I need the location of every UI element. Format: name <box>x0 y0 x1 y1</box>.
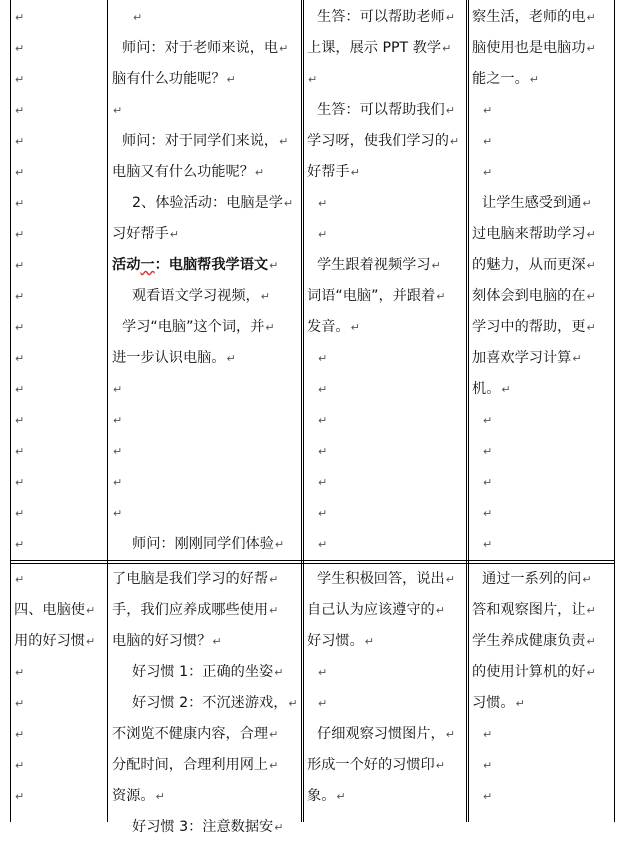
paragraph-mark-icon: ↵ <box>350 166 360 179</box>
line-text: 学生跟着视频学习 <box>317 257 431 273</box>
paragraph-mark-icon: ↵ <box>279 135 289 148</box>
paragraph-mark-icon: ↵ <box>15 759 25 772</box>
line-text: 发音。 <box>307 319 350 335</box>
text-line <box>472 436 613 467</box>
text-line <box>472 529 613 560</box>
text-line <box>14 719 106 750</box>
text-line <box>112 33 300 64</box>
paragraph-mark-icon: ↵ <box>586 321 596 334</box>
line-text: 通过一系列的问 <box>482 571 582 587</box>
line-text: 过电脑来帮助学习 <box>472 226 586 242</box>
paragraph-mark-icon: ↵ <box>113 104 123 117</box>
paragraph-mark-icon: ↵ <box>113 414 123 427</box>
paragraph-mark-icon: ↵ <box>483 135 493 148</box>
line-text: 师问：刚刚同学们体验 <box>132 536 274 552</box>
text-line <box>14 436 104 467</box>
paragraph-mark-icon: ↵ <box>15 321 25 334</box>
text-line <box>14 529 104 560</box>
paragraph-mark-icon: ↵ <box>15 166 25 179</box>
text-line <box>112 750 300 781</box>
text-line <box>472 405 613 436</box>
text-line <box>14 343 104 374</box>
text-line <box>472 374 613 405</box>
line-text: 四、电脑使 <box>14 602 85 618</box>
text-line <box>307 436 465 467</box>
line-text: 词语“电脑”，并跟着 <box>307 288 436 304</box>
text-line <box>307 781 465 812</box>
line-text: 察生活，老师的电 <box>472 9 586 25</box>
paragraph-mark-icon: ↵ <box>288 697 298 710</box>
line-text: 电脑又有什么功能呢？ <box>112 164 254 180</box>
column-divider-2b <box>303 0 304 822</box>
text-line <box>472 250 613 281</box>
line-text: 刻体会到电脑的在 <box>472 288 586 304</box>
paragraph-mark-icon: ↵ <box>435 759 445 772</box>
paragraph-mark-icon: ↵ <box>483 759 493 772</box>
text-line <box>307 750 465 781</box>
text-line <box>307 626 465 657</box>
text-line <box>472 781 613 812</box>
paragraph-mark-icon: ↵ <box>15 228 25 241</box>
line-text: 分配时间，合理利用网上 <box>112 757 269 773</box>
text-line <box>307 2 465 33</box>
text-line <box>307 467 465 498</box>
row2-section-title-cell <box>14 564 106 812</box>
text-line <box>472 595 613 626</box>
paragraph-mark-icon: ↵ <box>364 635 374 648</box>
row2-student-activity-cell <box>307 564 465 812</box>
paragraph-mark-icon: ↵ <box>15 573 25 586</box>
text-line <box>112 374 300 405</box>
paragraph-mark-icon: ↵ <box>15 197 25 210</box>
text-line <box>14 626 106 657</box>
text-line <box>14 564 106 595</box>
paragraph-mark-icon: ↵ <box>445 104 455 117</box>
text-line <box>472 564 613 595</box>
line-text: 活动一：电脑帮我学语文 <box>112 257 269 273</box>
text-line <box>112 688 300 719</box>
text-line <box>307 595 465 626</box>
line-text: 生答：可以帮助我们 <box>317 102 445 118</box>
text-line <box>112 64 300 95</box>
paragraph-mark-icon: ↵ <box>582 197 592 210</box>
paragraph-mark-icon: ↵ <box>155 790 165 803</box>
paragraph-mark-icon: ↵ <box>15 290 25 303</box>
text-line <box>112 781 300 812</box>
line-text: 学习呀，使我们学习的 <box>307 133 449 149</box>
text-line <box>14 219 104 250</box>
text-line <box>472 219 613 250</box>
paragraph-mark-icon: ↵ <box>269 259 279 272</box>
line-text: 脑使用也是电脑功 <box>472 40 586 56</box>
paragraph-mark-icon: ↵ <box>586 635 596 648</box>
text-line <box>307 657 465 688</box>
text-line <box>472 188 613 219</box>
paragraph-mark-icon: ↵ <box>133 11 143 24</box>
text-line <box>112 250 300 281</box>
line-text: 自己认为应该遵守的 <box>307 602 435 618</box>
table-border-left <box>10 0 11 822</box>
line-text: 仔细观察习惯图片， <box>317 726 445 742</box>
paragraph-mark-icon: ↵ <box>501 383 511 396</box>
text-line <box>307 498 465 529</box>
column-divider-3 <box>466 0 467 822</box>
line-text: 上课，展示 PPT 教学 <box>307 40 442 56</box>
paragraph-mark-icon: ↵ <box>318 697 328 710</box>
text-line <box>307 95 465 126</box>
paragraph-mark-icon: ↵ <box>269 759 279 772</box>
text-line <box>472 688 613 719</box>
paragraph-mark-icon: ↵ <box>318 666 328 679</box>
line-text: 脑有什么功能呢？ <box>112 71 226 87</box>
text-line <box>307 219 465 250</box>
paragraph-mark-icon: ↵ <box>15 259 25 272</box>
text-line <box>14 312 104 343</box>
paragraph-mark-icon: ↵ <box>274 821 284 834</box>
text-line <box>112 343 300 374</box>
line-text: 象。 <box>307 788 336 804</box>
paragraph-mark-icon: ↵ <box>572 352 582 365</box>
paragraph-mark-icon: ↵ <box>226 73 236 86</box>
text-line <box>307 405 465 436</box>
line-text: 师问：对于老师来说，电 <box>122 40 279 56</box>
text-line <box>112 529 300 560</box>
line-text: 学习“电脑”这个词，并 <box>122 319 265 335</box>
text-line <box>472 719 613 750</box>
paragraph-mark-icon: ↵ <box>254 166 265 179</box>
paragraph-mark-icon: ↵ <box>586 290 596 303</box>
paragraph-mark-icon: ↵ <box>529 73 539 86</box>
paragraph-mark-icon: ↵ <box>15 42 25 55</box>
row2-teacher-activity-cell <box>112 564 300 843</box>
row1-teacher-activity-cell <box>112 2 300 560</box>
text-line <box>307 688 465 719</box>
text-line <box>112 498 300 529</box>
paragraph-mark-icon: ↵ <box>449 135 460 148</box>
paragraph-mark-icon: ↵ <box>269 573 279 586</box>
line-text: 2、体验活动：电脑是学 <box>132 195 283 211</box>
text-line <box>307 374 465 405</box>
paragraph-mark-icon: ↵ <box>586 259 596 272</box>
text-line <box>307 33 465 64</box>
text-line <box>14 64 104 95</box>
text-line <box>307 719 465 750</box>
paragraph-mark-icon: ↵ <box>515 697 525 710</box>
paragraph-mark-icon: ↵ <box>483 728 493 741</box>
paragraph-mark-icon: ↵ <box>318 352 328 365</box>
paragraph-mark-icon: ↵ <box>483 476 493 489</box>
paragraph-mark-icon: ↵ <box>318 507 328 520</box>
text-line <box>472 750 613 781</box>
text-line <box>14 467 104 498</box>
paragraph-mark-icon: ↵ <box>15 445 25 458</box>
text-line <box>472 64 613 95</box>
column-divider-3b <box>468 0 469 822</box>
text-line <box>472 312 613 343</box>
text-line <box>14 498 104 529</box>
paragraph-mark-icon: ↵ <box>318 414 328 427</box>
paragraph-mark-icon: ↵ <box>212 635 222 648</box>
line-text: 用的好习惯 <box>14 633 85 649</box>
paragraph-mark-icon: ↵ <box>350 321 360 334</box>
text-line <box>472 281 613 312</box>
paragraph-mark-icon: ↵ <box>318 383 328 396</box>
line-text: 师问：对于同学们来说， <box>122 133 279 149</box>
text-line <box>307 343 465 374</box>
paragraph-mark-icon: ↵ <box>15 728 25 741</box>
line-text: 加喜欢学习计算 <box>472 350 572 366</box>
line-text: 习好帮手 <box>112 226 169 242</box>
text-line <box>307 312 465 343</box>
paragraph-mark-icon: ↵ <box>336 790 346 803</box>
paragraph-mark-icon: ↵ <box>586 604 596 617</box>
text-line <box>112 219 300 250</box>
paragraph-mark-icon: ↵ <box>15 352 25 365</box>
paragraph-mark-icon: ↵ <box>318 228 328 241</box>
paragraph-mark-icon: ↵ <box>15 73 25 86</box>
text-line <box>14 95 104 126</box>
line-text: 好习惯 2：不沉迷游戏， <box>132 695 288 711</box>
line-text: 了电脑是我们学习的好帮 <box>112 571 269 587</box>
line-text: 习惯。 <box>472 695 515 711</box>
row1-design-intent-cell <box>472 2 613 560</box>
text-line <box>472 657 613 688</box>
paragraph-mark-icon: ↵ <box>483 538 493 551</box>
line-text: 好习惯 3：注意数据安 <box>132 819 274 835</box>
line-text: 进一步认识电脑。 <box>112 350 226 366</box>
line-text: 的使用计算机的好 <box>472 664 586 680</box>
paragraph-mark-icon: ↵ <box>445 728 455 741</box>
paragraph-mark-icon: ↵ <box>15 414 25 427</box>
paragraph-mark-icon: ↵ <box>483 414 493 427</box>
text-line <box>472 33 613 64</box>
line-text: 学生积极回答，说出 <box>317 571 445 587</box>
text-line <box>112 467 300 498</box>
line-text: 观看语文学习视频， <box>132 288 260 304</box>
line-text: 手，我们应养成哪些使用 <box>112 602 269 618</box>
paragraph-mark-icon: ↵ <box>279 42 289 55</box>
text-line <box>472 467 613 498</box>
paragraph-mark-icon: ↵ <box>85 604 96 617</box>
paragraph-mark-icon: ↵ <box>483 166 493 179</box>
paragraph-mark-icon: ↵ <box>15 538 25 551</box>
text-line <box>14 157 104 188</box>
text-line <box>14 250 104 281</box>
paragraph-mark-icon: ↵ <box>586 11 596 24</box>
line-text: 能之一。 <box>472 71 529 87</box>
paragraph-mark-icon: ↵ <box>15 104 25 117</box>
line-text: 生答：可以帮助老师 <box>317 9 445 25</box>
paragraph-mark-icon: ↵ <box>15 697 25 710</box>
text-line <box>472 95 613 126</box>
text-line <box>14 595 106 626</box>
text-line <box>14 688 106 719</box>
row1-col1-cell <box>14 2 104 560</box>
paragraph-mark-icon: ↵ <box>274 666 284 679</box>
text-line <box>112 595 300 626</box>
text-line <box>14 781 106 812</box>
paragraph-mark-icon: ↵ <box>113 383 123 396</box>
text-line <box>14 750 106 781</box>
text-line <box>307 157 465 188</box>
paragraph-mark-icon: ↵ <box>85 635 96 648</box>
paragraph-mark-icon: ↵ <box>318 538 328 551</box>
line-text: 让学生感受到通 <box>482 195 582 211</box>
text-line <box>112 719 300 750</box>
line-text: 好习惯 1：正确的坐姿 <box>132 664 274 680</box>
text-line <box>472 626 613 657</box>
text-line <box>307 281 465 312</box>
paragraph-mark-icon: ↵ <box>15 11 25 24</box>
paragraph-mark-icon: ↵ <box>445 11 455 24</box>
paragraph-mark-icon: ↵ <box>483 507 493 520</box>
text-line <box>307 126 465 157</box>
line-text: 好习惯。 <box>307 633 364 649</box>
text-line <box>14 2 104 33</box>
paragraph-mark-icon: ↵ <box>308 73 318 86</box>
paragraph-mark-icon: ↵ <box>483 790 493 803</box>
text-line <box>112 95 300 126</box>
row2-design-intent-cell <box>472 564 613 812</box>
paragraph-mark-icon: ↵ <box>15 507 25 520</box>
paragraph-mark-icon: ↵ <box>274 538 285 551</box>
text-line <box>307 564 465 595</box>
row-divider <box>10 560 615 561</box>
text-line <box>14 188 104 219</box>
text-line <box>14 33 104 64</box>
text-line <box>112 126 300 157</box>
line-text: 电脑的好习惯？ <box>112 633 212 649</box>
text-line <box>112 812 300 843</box>
paragraph-mark-icon: ↵ <box>483 104 493 117</box>
paragraph-mark-icon: ↵ <box>15 383 25 396</box>
line-text: 不浏览不健康内容，合理 <box>112 726 269 742</box>
text-line <box>14 374 104 405</box>
line-text: 学习中的帮助，更 <box>472 319 586 335</box>
paragraph-mark-icon: ↵ <box>586 228 596 241</box>
paragraph-mark-icon: ↵ <box>15 135 25 148</box>
line-text: 机。 <box>472 381 501 397</box>
text-line <box>472 498 613 529</box>
paragraph-mark-icon: ↵ <box>436 290 446 303</box>
text-line <box>307 188 465 219</box>
text-line <box>112 312 300 343</box>
paragraph-mark-icon: ↵ <box>318 445 328 458</box>
paragraph-mark-icon: ↵ <box>269 728 279 741</box>
table-border-right <box>614 0 615 822</box>
paragraph-mark-icon: ↵ <box>582 573 592 586</box>
paragraph-mark-icon: ↵ <box>283 197 294 210</box>
paragraph-mark-icon: ↵ <box>113 476 123 489</box>
paragraph-mark-icon: ↵ <box>586 666 596 679</box>
paragraph-mark-icon: ↵ <box>226 352 236 365</box>
text-line <box>472 2 613 33</box>
paragraph-mark-icon: ↵ <box>15 790 25 803</box>
paragraph-mark-icon: ↵ <box>431 259 441 272</box>
text-line <box>112 626 300 657</box>
paragraph-mark-icon: ↵ <box>483 445 493 458</box>
paragraph-mark-icon: ↵ <box>445 573 455 586</box>
paragraph-mark-icon: ↵ <box>15 666 25 679</box>
paragraph-mark-icon: ↵ <box>265 321 275 334</box>
paragraph-mark-icon: ↵ <box>442 42 452 55</box>
column-divider-1 <box>107 0 108 822</box>
text-line <box>14 405 104 436</box>
text-line <box>472 157 613 188</box>
line-text: 好帮手 <box>307 164 350 180</box>
text-line <box>472 126 613 157</box>
text-line <box>112 436 300 467</box>
paragraph-mark-icon: ↵ <box>113 507 123 520</box>
paragraph-mark-icon: ↵ <box>318 476 328 489</box>
line-text: 资源。 <box>112 788 155 804</box>
column-divider-2 <box>301 0 302 822</box>
text-line <box>112 157 300 188</box>
row1-student-activity-cell <box>307 2 465 560</box>
paragraph-mark-icon: ↵ <box>113 445 123 458</box>
line-text: 答和观察图片，让 <box>472 602 586 618</box>
paragraph-mark-icon: ↵ <box>169 228 179 241</box>
paragraph-mark-icon: ↵ <box>269 604 279 617</box>
paragraph-mark-icon: ↵ <box>15 476 25 489</box>
text-line <box>14 281 104 312</box>
text-line <box>112 2 300 33</box>
text-line <box>307 250 465 281</box>
paragraph-mark-icon: ↵ <box>586 42 596 55</box>
line-text: 的魅力，从而更深 <box>472 257 586 273</box>
line-text: 形成一个好的习惯印 <box>307 757 435 773</box>
text-line <box>307 529 465 560</box>
paragraph-mark-icon: ↵ <box>318 197 328 210</box>
text-line <box>112 657 300 688</box>
paragraph-mark-icon: ↵ <box>260 290 270 303</box>
text-line <box>112 188 300 219</box>
text-line <box>112 564 300 595</box>
paragraph-mark-icon: ↵ <box>435 604 445 617</box>
text-line <box>112 405 300 436</box>
text-line <box>14 657 106 688</box>
text-line <box>307 64 465 95</box>
line-text: 学生养成健康负责 <box>472 633 586 649</box>
text-line <box>112 281 300 312</box>
text-line <box>472 343 613 374</box>
text-line <box>14 126 104 157</box>
